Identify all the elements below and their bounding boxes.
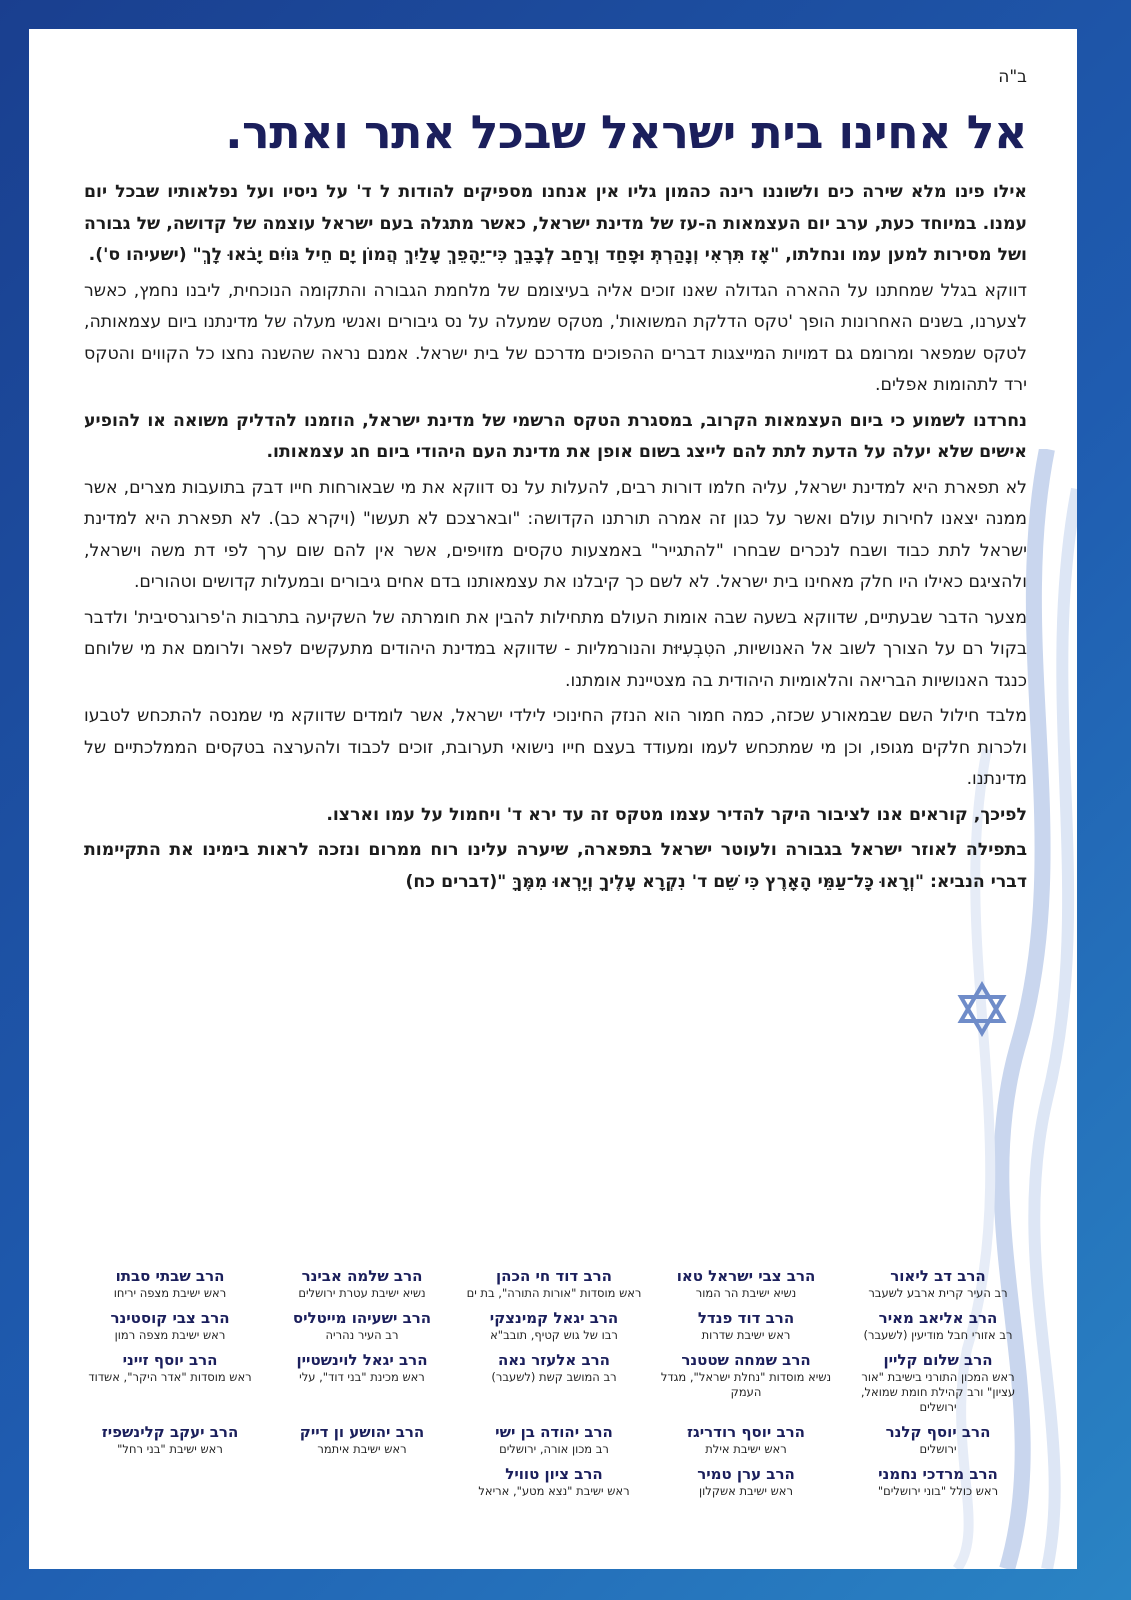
- signatory-title: רבו של גוש קטיף, תובב"א: [490, 1328, 618, 1342]
- signatory: [271, 1309, 453, 1343]
- letter-paragraph: מצער הדבר שבעתיים, שדווקא בשעה שבה אומות העולם מתחילות להבין את חומרתה של השקיעה בתרבות ה'פרוגרסיבית' ולדבר בקול רם על הצורך לשוב אל האנושיות, הטִבְעִיּוּת והנורמליות - שדווקא במדינת היהודים מתעקשים לפאר ולרומם את מי שלוחם כנגד האנושיות הבריאה והלאומיות היהודית בה מצטיינת אומתנו.: [84, 607, 1027, 691]
- signatory: [655, 1267, 837, 1301]
- letter-paragraphs: [84, 177, 1027, 898]
- signatory-title: ראש ישיבת אילת: [705, 1442, 787, 1456]
- signatory-title: נשיא מוסדות "נחלת ישראל", מגדל העמק: [660, 1370, 832, 1399]
- signatory: [271, 1423, 453, 1457]
- signatory-name: הרב דוד פנדל: [697, 1309, 795, 1327]
- signatory-name: הרב יוסף רודריגז: [687, 1423, 805, 1441]
- signatory-name: הרב ישעיהו מייטליס: [292, 1309, 432, 1327]
- signatory: [463, 1423, 645, 1457]
- signatory-title: ראש כולל "בוני ירושלים": [877, 1484, 999, 1498]
- signatory-title: נשיא ישיבת הר המור: [695, 1286, 797, 1300]
- signatory-title: ראש ישיבת מצפה יריחו: [113, 1286, 227, 1300]
- signatory-name: הרב דוד חי הכהן: [496, 1267, 612, 1285]
- signatory: [847, 1309, 1029, 1343]
- signatory-title: רב אזורי חבל מודיעין (לשעבר): [863, 1328, 1013, 1342]
- signatory-title: ראש המכון התורני בישיבת "אור עציון" ורב קהילת חומת שמואל, ירושלים: [860, 1370, 1016, 1414]
- signatory: [79, 1351, 261, 1415]
- signatory-name: הרב מרדכי נחמני: [878, 1465, 998, 1483]
- signatory: [655, 1309, 837, 1343]
- signatory-name: הרב יגאל קמינצקי: [489, 1309, 619, 1327]
- signatory-name: הרב יהושע ון דייק: [299, 1423, 425, 1441]
- signatory-title: רב העיר נהריה: [325, 1328, 399, 1342]
- signatory-name: הרב יגאל לוינשטיין: [296, 1351, 428, 1369]
- signatory-title: ראש ישיבת "נצא מטע", אריאל: [478, 1484, 630, 1498]
- signatory-name: הרב שבתי סבתו: [115, 1267, 225, 1285]
- letter-paragraph: לא תפארת היא למדינת ישראל, עליה חלמו דורות רבים, להעלות על נס דווקא את מי שבאורחות חייו דבק בתועבות מצרים, אשר ממנה יצאנו לחירות עולם ואשר על כגון זה אמרה תורתנו הקדושה: "ובארצכם לא תעשו" (ויקרא כב). לא תפארת היא למדינת ישראל לתת כבוד ושבח לנכרים שבחרו "להתגייר" באמצעות טקסים מזויפים, אשר אין להם שום ערך לפי דת משה וישראל, ולהציגם כאילו היו חלק מאחינו בית ישראל. לא לשם כך קיבלנו את עצמאותנו בדם אחים גיבורים ובמעלות קדושים וטהורים.: [84, 477, 1027, 592]
- signatory: [847, 1423, 1029, 1457]
- signatory: [847, 1351, 1029, 1415]
- signatory-name: הרב שמחה שטטנר: [681, 1351, 811, 1369]
- signatory-name: הרב יוסף קלנר: [885, 1423, 991, 1441]
- signatory-title: ראש מוסדות "אורות התורה", בת ים: [466, 1286, 642, 1300]
- signatory: [655, 1465, 837, 1499]
- signatory: [79, 1309, 261, 1343]
- signatory-name: הרב צבי קוסטינר: [110, 1309, 230, 1327]
- signatory-name: הרב יעקב קלינשפיז: [101, 1423, 239, 1441]
- signatory: [79, 1423, 261, 1457]
- signatory-title: ראש מוסדות "אדר היקר", אשדוד: [88, 1370, 252, 1384]
- signatory: [79, 1267, 261, 1301]
- signatory-title: רב העיר קרית ארבע לשעבר: [868, 1286, 1008, 1300]
- signatory-title: ראש ישיבת אשקלון: [699, 1484, 793, 1498]
- signatory-title: נשיא ישיבת עטרת ירושלים: [298, 1286, 426, 1300]
- signatory: [655, 1423, 837, 1457]
- signatory: [463, 1309, 645, 1343]
- signatory-name: הרב יוסף זייני: [122, 1351, 218, 1369]
- page-title: אל אחינו בית ישראל שבכל אתר ואתר.: [225, 105, 1027, 159]
- signatories-grid: [79, 1267, 1029, 1507]
- signatory-name: הרב ערן טמיר: [697, 1465, 795, 1483]
- letter-body: [84, 29, 1027, 902]
- signatory-name: הרב יהודה בן ישי: [495, 1423, 613, 1441]
- bh-header: ב"ה: [998, 67, 1027, 87]
- letter-paragraph: אילו פינו מלא שירה כים ולשוננו רינה כהמון גליו אין אנחנו מספיקים להודות ל ד' על ניסיו ועל נפלאותיו שבכל יום עמנו. במיוחד כעת, ערב יום העצמאות ה-עז של מדינת ישראל, כאשר מתגלה בעם ישראל עוצמה של קדושה, של גבורה ושל מסירות למען עמו ונחלתו, "אָז תִּרְאִי וְנָהַרְתְּ וּפָחַד וְרָחַב לְבָבֵךְ כִּי־יֵהָפֵךְ עָלַיִךְ הֲמוֹן יָם חֵיל גּוֹיִם יָבֹאוּ לָךְ" (ישעיהו ס').: [84, 182, 1027, 265]
- signatory-title: רב המושב קשת (לשעבר): [491, 1370, 617, 1384]
- signatory-title: רב מכון אורה, ירושלים: [499, 1442, 609, 1456]
- signatory-title: ראש ישיבת איתמר: [317, 1442, 407, 1456]
- signatory: [655, 1351, 837, 1415]
- letter-paragraph: נחרדנו לשמוע כי ביום העצמאות הקרוב, במסגרת הטקס הרשמי של מדינת ישראל, הוזמנו להדליק משואה או להופיע אישים שלא יעלה על הדעת לתת להם לייצג בשום אופן את מדינת העם היהודי ביום חג עצמאותו.: [84, 410, 1027, 462]
- signatory-name: הרב צבי ישראל טאו: [676, 1267, 816, 1285]
- signatory-title: ראש ישיבת שדרות: [701, 1328, 791, 1342]
- signatory-title: ראש מכינת "בני דוד", עלי: [299, 1370, 425, 1384]
- signatory: [847, 1267, 1029, 1301]
- signatory-name: הרב דב ליאור: [890, 1267, 986, 1285]
- signatory-title: ירושלים: [919, 1442, 957, 1456]
- signatory: [463, 1351, 645, 1415]
- letter-paragraph: לפיכך, קוראים אנו לציבור היקר להדיר עצמו מטקס זה עד ירא ד' ויחמול על עמו וארצו.: [326, 804, 1027, 825]
- signatory-name: הרב שלמה אבינר: [301, 1267, 423, 1285]
- signatory: [847, 1465, 1029, 1499]
- signatory-name: הרב שלום קליין: [883, 1351, 993, 1369]
- letter-paragraph: דווקא בגלל שמחתנו על ההארה הגדולה שאנו זוכים אליה בעיצומם של מלחמת הגבורה והתקומה הנוכחית, ליבנו נחמץ, כאשר לצערנו, בשנים האחרונות הופך 'טקס הדלקת המשואות', מטקס שמעלה על נס גיבורים ואנשי מעלה של מדינתנו ביום עצמאותה, לטקס שמפאר ומרומם גם דמויות המייצגות דברים ההפוכים מדרכם של בית ישראל. אמנם נראה שהשנה נחצו כל הקווים והטקס ירד לתהומות אפלים.: [84, 280, 1027, 395]
- letter-paragraph: מלבד חילול השם שבמאורע שכזה, כמה חמור הוא הנזק החינוכי לילדי ישראל, אשר לומדים שדווקא מי שמנסה להתכחש לטבעו ולכרות חלקים מגופו, וכן מי שמתכחש לעמו ומעודד בעצם חייו נישואי תערובת, זוכים לכבוד ולהערצה בטקסים הממלכתיים של מדינתנו.: [84, 706, 1027, 789]
- signatory-name: הרב אלעזר נאה: [498, 1351, 610, 1369]
- signatory: [271, 1267, 453, 1301]
- signatory: [463, 1465, 645, 1499]
- signatory: [463, 1267, 645, 1301]
- signatory-name: הרב אליאב מאיר: [878, 1309, 998, 1327]
- signatory-name: הרב ציון טוויל: [505, 1465, 603, 1483]
- letter-page: [29, 29, 1077, 1569]
- signatory-title: ראש ישיבת מצפה רמון: [114, 1328, 226, 1342]
- signatory: [271, 1351, 453, 1415]
- letter-paragraph: בתפילה לאוזר ישראל בגבורה ולעוטר ישראל בתפארה, שיערה עלינו רוח ממרום ונזכה לראות בימינו את התקיימות דברי הנביא: "וְרָאוּ כָּל־עַמֵּי הָאָרֶץ כִּי שֵׁם ד' נִקְרָא עָלֶיךָ וְיָרְאוּ מִמֶּךָּ "(דברים כח): [84, 840, 1027, 892]
- signatory-title: ראש ישיבת "בני רחל": [117, 1442, 223, 1456]
